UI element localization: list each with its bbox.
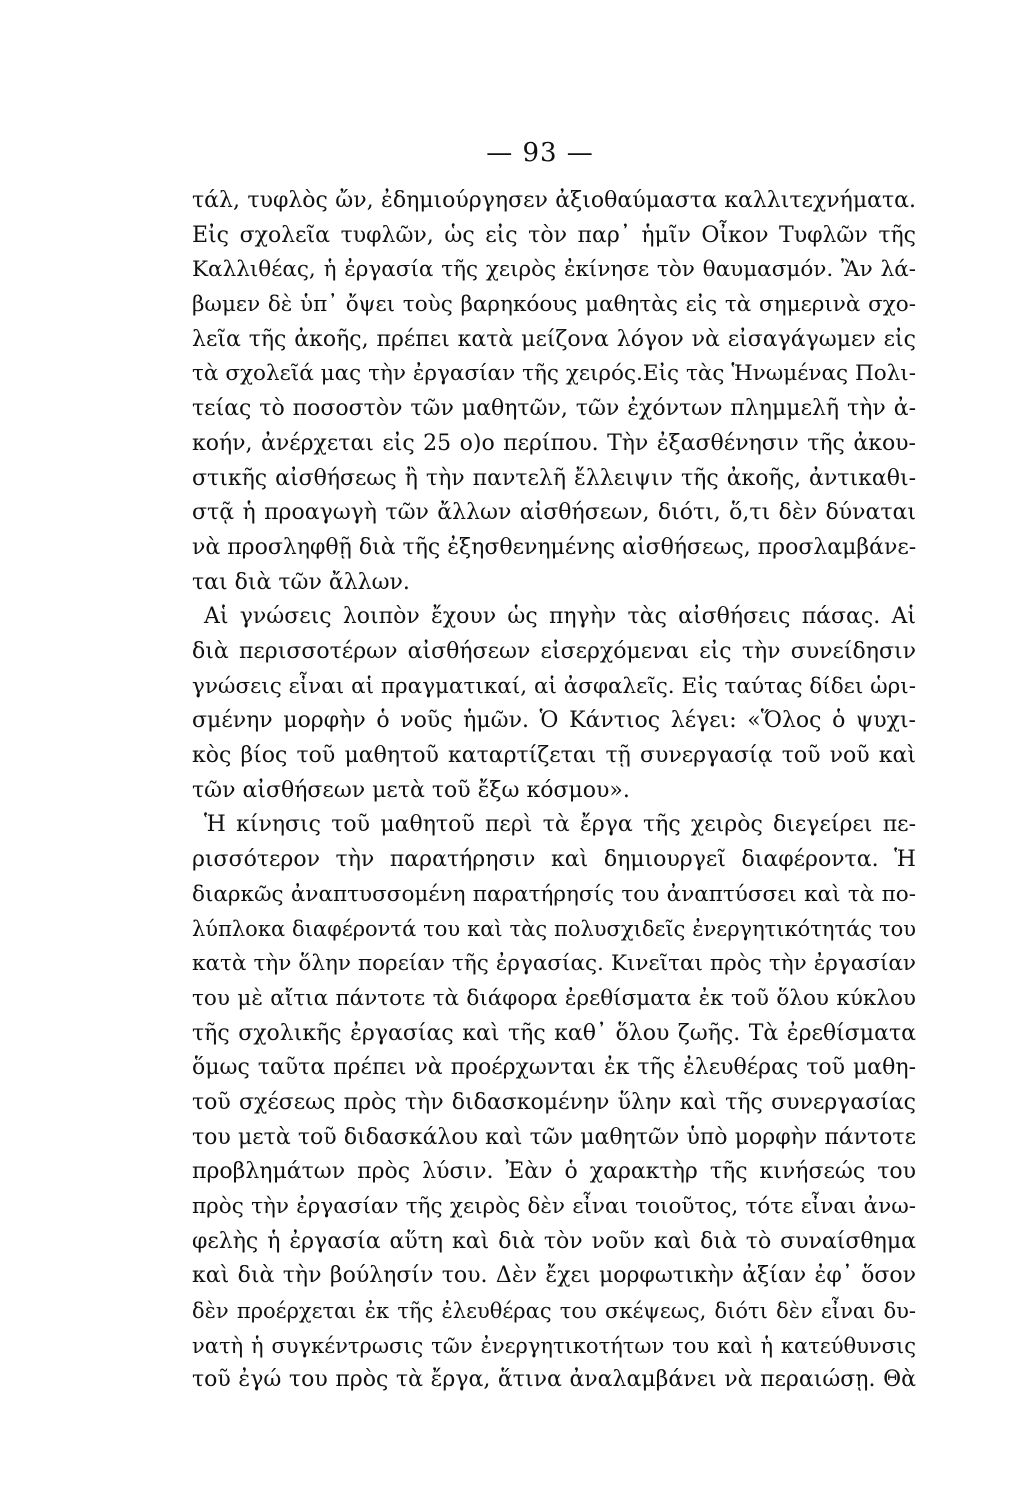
text-line: σμένην μορφὴν ὁ νοῦς ἡμῶν. Ὁ Κάντιος λέγει: «Ὅλος ὁ ψυχι- [192,708,916,734]
text-line: στᾷ ἡ προαγωγὴ τῶν ἄλλων αἰσθήσεων, διότι, ὅ,τι δὲν δύναται [192,500,916,526]
text-line: γνώσεις εἶναι αἱ πραγματικαί, αἱ ἀσφαλεῖς. Εἰς ταύτας δίδει ὡρι- [192,673,916,699]
text-line: τῶν αἰσθήσεων μετὰ τοῦ ἔξω κόσμου». [192,777,630,803]
text-line: στικῆς αἰσθήσεως ἢ τὴν παντελῆ ἔλλειψιν τῆς ἀκοῆς, ἀντικαθι- [192,465,916,491]
text-line: κὸς βίος τοῦ μαθητοῦ καταρτίζεται τῇ συνεργασίᾳ τοῦ νοῦ καὶ [192,743,916,768]
text-line: βωμεν δὲ ὑπ᾽ ὄψει τοὺς βαρηκόους μαθητὰς εἰς τὰ σημερινὰ σχο- [192,292,916,318]
text-line: διὰ περισσοτέρων αἰσθήσεων εἰσερχόμεναι εἰς τὴν συνείδησιν [192,638,916,664]
text-line: δὲν προέρχεται ἐκ τῆς ἐλευθέρας του σκέψεως, διότι δὲν εἶναι δυ- [192,1299,916,1323]
text-line: διαρκῶς ἀναπτυσσομένη παρατήρησίς του ἀναπτύσσει καὶ τὰ πο- [192,881,916,907]
text-line: τείας τὸ ποσοστὸν τῶν μαθητῶν, τῶν ἐχόντων πλημμελῆ τὴν ἀ- [192,396,916,422]
page-number: — 93 — [486,138,594,168]
text-line: ται διὰ τῶν ἄλλων. [192,569,410,595]
text-line: τὰ σχολεῖά μας τὴν ἐργασίαν τῆς χειρός.Εἰς τὰς Ἡνωμένας Πολι- [192,361,916,387]
text-line: ρισσότερον τὴν παρατήρησιν καὶ δημιουργεῖ διαφέροντα. Ἡ [192,847,916,873]
text-line: τῆς σχολικῆς ἐργασίας καὶ τῆς καθ᾽ ὅλου ζωῆς. Τὰ ἐρεθίσματα [192,1020,916,1046]
text-line: Ἡ κίνησις τοῦ μαθητοῦ περὶ τὰ ἔργα τῆς χειρὸς διεγείρει πε- [204,812,916,838]
text-line: τοῦ σχέσεως πρὸς τὴν διδασκομένην ὕλην καὶ τῆς συνεργασίας [192,1089,916,1115]
text-line: τάλ, τυφλὸς ὤν, ἐδημιούργησεν ἀξιοθαύμαστα καλλιτεχνήματα. [192,188,916,213]
body-text [192,184,916,1398]
text-line: νατὴ ἡ συγκέντρωσις τῶν ἐνεργητικοτήτων του καὶ ἡ κατεύθυνσις [192,1333,916,1358]
text-line: φελὴς ἡ ἐργασία αὕτη καὶ διὰ τὸν νοῦν καὶ διὰ τὸ συναίσθημα [192,1228,916,1254]
text-line: τοῦ ἐγώ του πρὸς τὰ ἔργα, ἅτινα ἀναλαμβάνει νὰ περαιώσῃ. Θὰ [192,1367,916,1393]
text-line: λύπλοκα διαφέροντά του καὶ τὰς πολυσχιδεῖς ἐνεργητικότητάς του [192,917,916,942]
text-line: προβλημάτων πρὸς λύσιν. Ἐὰν ὁ χαρακτὴρ τῆς κινήσεώς του [192,1159,916,1185]
text-line: κοήν, ἀνέρχεται εἰς 25 ο)ο περίπου. Τὴν ἐξασθένησιν τῆς ἀκου- [192,430,916,456]
text-line: του μὲ αἴτια πάντοτε τὰ διάφορα ἐρεθίσματα ἐκ τοῦ ὅλου κύκλου [192,985,916,1011]
text-line: πρὸς τὴν ἐργασίαν τῆς χειρὸς δὲν εἶναι τοιοῦτος, τότε εἶναι ἀνω- [192,1193,916,1219]
text-line: ὅμως ταῦτα πρέπει νὰ προέρχωνται ἐκ τῆς ἐλευθέρας τοῦ μαθη- [192,1055,916,1081]
text-line: του μετὰ τοῦ διδασκάλου καὶ τῶν μαθητῶν ὑπὸ μορφὴν πάντοτε [192,1124,916,1150]
text-line: κατὰ τὴν ὅλην πορείαν τῆς ἐργασίας. Κινεῖται πρὸς τὴν ἐργασίαν [192,951,916,977]
text-line: καὶ διὰ τὴν βούλησίν του. Δὲν ἔχει μορφωτικὴν ἀξίαν ἐφ᾽ ὅσον [192,1263,916,1289]
text-line: λεῖα τῆς ἀκοῆς, πρέπει κατὰ μείζονα λόγον νὰ εἰσαγάγωμεν εἰς [192,326,916,352]
text-line: Καλλιθέας, ἡ ἐργασία τῆς χειρὸς ἐκίνησε τὸν θαυμασμόν. Ἂν λά- [192,257,916,283]
text-line: Εἰς σχολεῖα τυφλῶν, ὡς εἰς τὸν παρ᾽ ἡμῖν Οἶκον Τυφλῶν τῆς [192,222,916,248]
text-line: Αἱ γνώσεις λοιπὸν ἔχουν ὡς πηγὴν τὰς αἰσθήσεις πάσας. Αἱ [204,604,916,630]
text-line: νὰ προσληφθῇ διὰ τῆς ἐξησθενημένης αἰσθήσεως, προσλαμβάνε- [192,534,916,560]
